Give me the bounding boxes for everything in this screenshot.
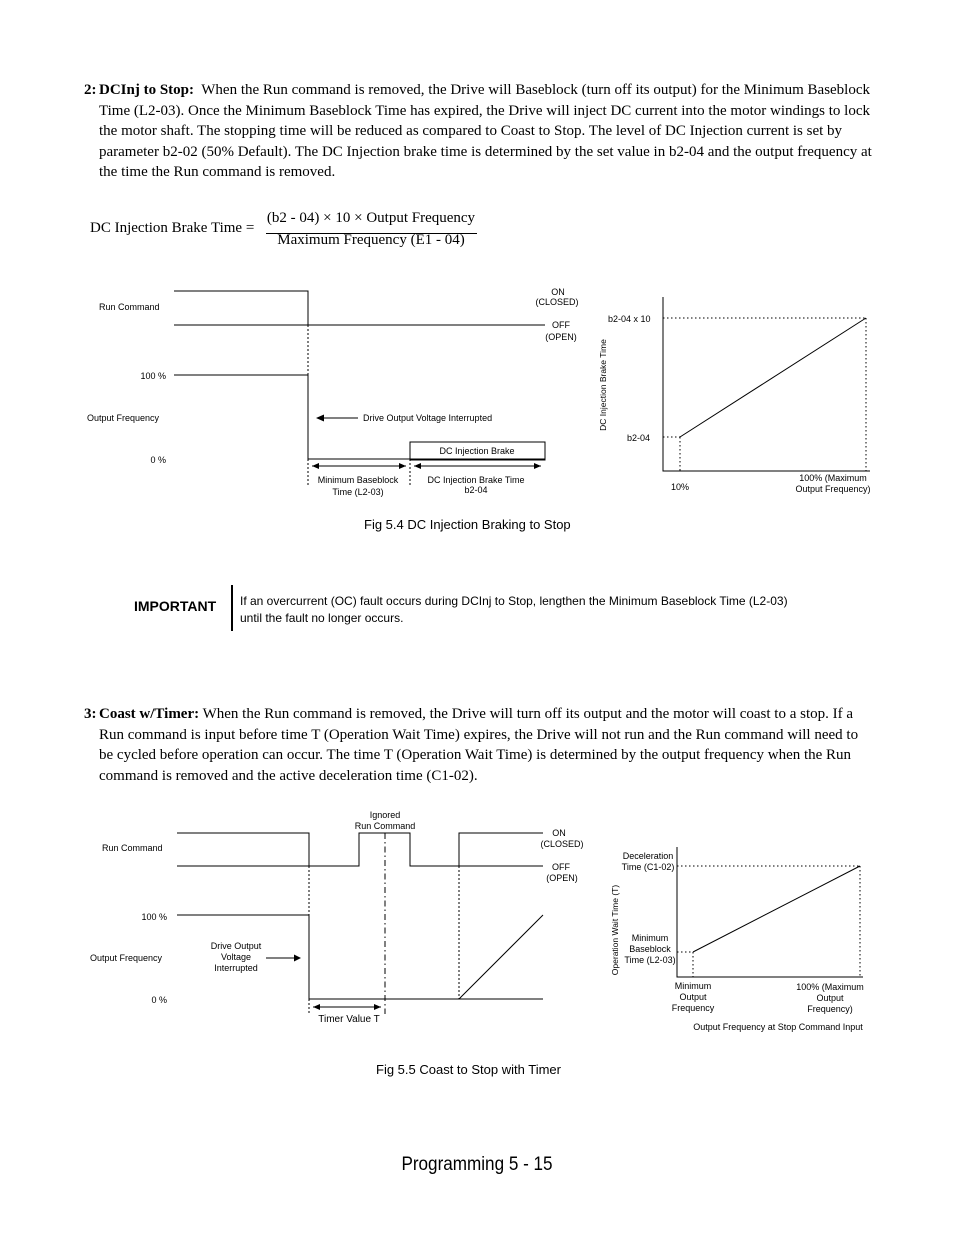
fig55-minbb-label-2: Baseblock bbox=[629, 944, 671, 954]
fig54-xmax-label-1: 100% (Maximum bbox=[799, 473, 867, 483]
fig55-timer-label: Timer Value T bbox=[318, 1014, 380, 1025]
fig55-yaxis-label: Operation Wait Time (T) bbox=[610, 884, 620, 976]
page-footer: Programming 5 - 15 bbox=[401, 1154, 553, 1175]
fig54-run-command-label: Run Command bbox=[99, 302, 160, 312]
fig-5-5-caption: Fig 5.5 Coast to Stop with Timer bbox=[376, 1062, 561, 1077]
fig54-yaxis-label: DC Injection Brake Time bbox=[598, 339, 608, 431]
fig54-dc-time-label-1: DC Injection Brake Time bbox=[427, 475, 525, 485]
fig55-minf-label-2: Output bbox=[679, 992, 707, 1002]
fig55-closed-label: (CLOSED) bbox=[540, 839, 584, 849]
formula-equals: = bbox=[245, 220, 255, 236]
fig54-100pct-label: 100 % bbox=[140, 371, 166, 381]
formula-lhs: DC Injection Brake Time bbox=[90, 220, 243, 236]
fig54-closed-label: (CLOSED) bbox=[535, 297, 579, 307]
formula-denominator: Maximum Frequency (E1 - 04) bbox=[277, 232, 465, 248]
section-2-text: When the Run command is removed, the Drive will Baseblock (turn off its output) for the Minimum Baseblock Time (L2-03). Once the Minimum Baseblock Time has expired, the Drive will inject DC current into the motor windings to lock the motor shaft. The stopping time will be reduced as compared to Coast to Stop. The level of DC Injection current is set by parameter b2-02 (50% Default). The DC Injection brake time is determined by the set value in b2-04 and the output frequency at the time the Run command is removed. bbox=[99, 82, 872, 180]
fig55-run-command-label: Run Command bbox=[102, 843, 163, 853]
fig54-dc-brake-box-label: DC Injection Brake bbox=[439, 446, 515, 456]
section-3-number: 3: bbox=[84, 706, 97, 722]
fig54-min-bb-label-2: Time (L2-03) bbox=[332, 487, 384, 497]
fig55-ignored-label-2: Run Command bbox=[354, 821, 416, 831]
important-line-1: If an overcurrent (OC) fault occurs during DCInj to Stop, lengthen the Minimum Baseblock Time (L2-03) bbox=[240, 594, 788, 608]
fig54-dc-time-label-2: b2-04 bbox=[464, 485, 488, 495]
fig55-0pct-label: 0 % bbox=[151, 995, 167, 1005]
fig54-output-frequency-label: Output Frequency bbox=[87, 413, 160, 423]
fig54-b204x10-label: b2-04 x 10 bbox=[608, 314, 651, 324]
fig55-run-command-line bbox=[177, 833, 543, 866]
important-line-2: until the fault no longer occurs. bbox=[240, 611, 404, 625]
fig55-output-frequency-label: Output Frequency bbox=[90, 953, 163, 963]
fig54-b204-label: b2-04 bbox=[627, 433, 651, 443]
fig54-xmax-label-2: Output Frequency) bbox=[795, 484, 871, 494]
fig55-minbb-label-3: Time (L2-03) bbox=[624, 955, 676, 965]
section-3-lead: Coast w/Timer: bbox=[99, 706, 200, 722]
fig55-decel-label-2: Time (C1-02) bbox=[621, 862, 675, 872]
fig55-decel-label-1: Deceleration bbox=[622, 851, 674, 861]
formula-numerator: (b2 - 04) × 10 × Output Frequency bbox=[266, 210, 476, 226]
fig55-minf-label-3: Frequency bbox=[671, 1003, 715, 1013]
fig54-on-label: ON bbox=[551, 287, 565, 297]
fig55-maxf-label-1: 100% (Maximum bbox=[796, 982, 864, 992]
fig54-off-label: OFF bbox=[552, 320, 570, 330]
section-2-number: 2: bbox=[84, 82, 97, 98]
fig54-10pct-label: 10% bbox=[670, 482, 690, 492]
fig55-minbb-label-1: Minimum bbox=[631, 933, 669, 943]
fig55-dov-label-3: Interrupted bbox=[214, 963, 258, 973]
fig54-open-label: (OPEN) bbox=[545, 332, 577, 342]
fig55-xaxis-label: Output Frequency at Stop Command Input bbox=[693, 1022, 863, 1032]
fig54-0pct-label: 0 % bbox=[150, 455, 166, 465]
fig55-wait-time-line bbox=[693, 866, 860, 952]
important-label: IMPORTANT bbox=[134, 598, 217, 614]
fig55-on-label: ON bbox=[552, 828, 566, 838]
section-3-text: When the Run command is removed, the Drive will turn off its output and the motor will coast to a stop. If a Run command is input before time T (Operation Wait Time) expires, the Drive will not run and the Run command will need to be cycled before operation can occur. The time T (Operation Wait Time) is determined by the output frequency when the Run command is removed and the active deceleration time (C1-02). bbox=[99, 706, 859, 784]
fig55-maxf-label-3: Frequency) bbox=[807, 1004, 853, 1014]
fig55-ignored-label-1: Ignored bbox=[369, 810, 401, 820]
fig-5-4-caption: Fig 5.4 DC Injection Braking to Stop bbox=[364, 517, 571, 532]
fig54-min-bb-label-1: Minimum Baseblock bbox=[317, 475, 399, 485]
fig55-maxf-label-2: Output bbox=[816, 993, 844, 1003]
fig54-interrupted-label: Drive Output Voltage Interrupted bbox=[363, 413, 493, 423]
fig55-dov-label-1: Drive Output bbox=[210, 941, 262, 951]
fig55-minf-label-1: Minimum bbox=[674, 981, 712, 991]
fig55-dov-label-2: Voltage bbox=[220, 952, 252, 962]
fig55-100pct-label: 100 % bbox=[141, 912, 167, 922]
fig55-open-label: (OPEN) bbox=[546, 873, 578, 883]
fig55-off-label: OFF bbox=[552, 862, 570, 872]
section-2-lead: DCInj to Stop: bbox=[99, 82, 195, 98]
